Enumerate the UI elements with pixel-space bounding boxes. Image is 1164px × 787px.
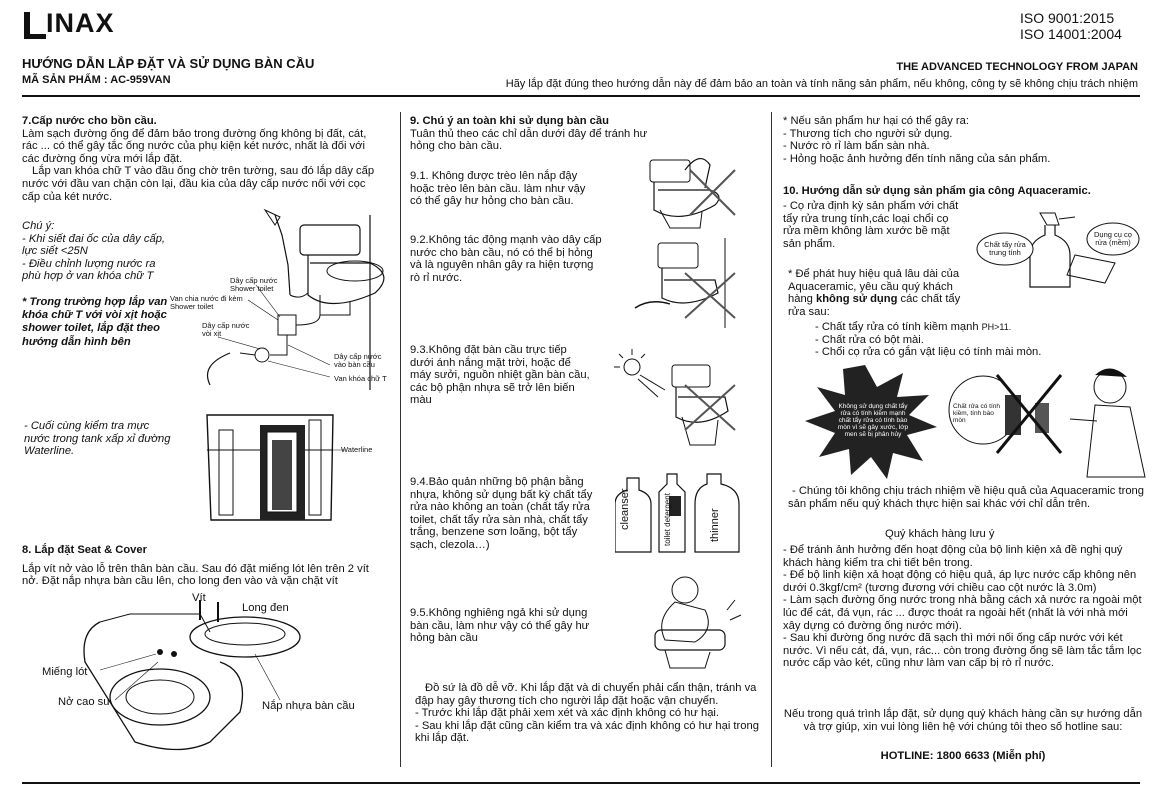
column-divider-2: [771, 112, 772, 767]
avoid-alkaline-text: - Chất tẩy rửa có tính kiềm mạnh: [815, 321, 979, 333]
avoid-alkaline: [815, 321, 1075, 334]
damage-2: - Nước rò rỉ làm bẩn sàn nhà.: [783, 140, 930, 153]
no-climbing-figure: [630, 150, 740, 230]
section-9-title: 9. Chú ý an toàn khi sử dụng bàn cầu: [410, 115, 609, 127]
document-title: HƯỚNG DẪN LẮP ĐẶT VÀ SỬ DỤNG BÀN CẦU: [22, 56, 315, 71]
label-gasket: Miếng lót: [42, 666, 88, 678]
t-valve-note: * Trong trường hợp lắp van khóa chữ T với vòi xịt hoặc shower toilet, lắp đặt theo hướng dẫn hình bên: [22, 296, 168, 348]
note-adjust: - Điều chỉnh lượng nước ra phù hợp ở van khóa chữ T: [22, 257, 156, 283]
section-8-p: Lắp vít nở vào lỗ trên thân bàn cầu. Sau đó đặt miếng lót lên trên 2 vít nở. Đặt nắp nhựa bàn cầu lên, cho long đen vào và vặn chặt vít: [22, 562, 369, 588]
final-check-note: - Cuối cùng kiểm tra mực nước trong tank xấp xỉ đường Waterline.: [24, 420, 171, 458]
bottle-cleanser-label: cleanser: [619, 488, 631, 530]
no-force-hose-figure: [630, 238, 740, 328]
tagline: THE ADVANCED TECHNOLOGY FROM JAPAN: [896, 61, 1138, 73]
product-code: MÃ SẢN PHẨM : AC-959VAN: [22, 74, 171, 86]
header-divider: [22, 95, 1140, 97]
no-leaning-figure: [635, 570, 745, 670]
keep-effect-p1: * Để phát huy hiệu quả lâu dài của Aquaceramic, yêu cầu quý khách hàng: [788, 268, 960, 306]
section-8-title: 8. Lắp đặt Seat & Cover: [22, 544, 147, 556]
label-screw: Vít: [192, 592, 206, 604]
note-pressure: - Để bộ linh kiện xả hoạt động có hiệu quả, áp lực nước cấp không nên dưới 0.3kgf/cm² (tương đương với chiều cao cột nước là 3.0m): [783, 569, 1137, 594]
keep-effect-note: [788, 268, 978, 318]
before-install: - Trước khi lắp đặt phải xem xét và xác định không có hư hại.: [415, 707, 720, 720]
abrasive-label: Chất rửa có tính kiềm, tính bào mòn: [953, 403, 1000, 424]
label-rubber-anchor: Nở cao su: [58, 696, 110, 708]
porcelain-note: [415, 682, 760, 745]
attention-list: [783, 544, 1145, 670]
attention-heading: Quý khách hàng lưu ý: [885, 528, 995, 540]
bottle-thinner-label: thinner: [709, 508, 721, 542]
iso-14001: ISO 14001:2004: [1020, 26, 1122, 42]
avoid-abrasive: - Chất rửa có bột mài.: [815, 333, 924, 346]
tank-figure: [205, 410, 375, 525]
section-7-p1: Làm sạch đường ống để đảm bảo trong đường ống không bị đất, cát, rác ... có thể gây tắc ống nước của phụ kiện két nước, nhất là đối với các đường ống vừa mới lắp đặt.: [22, 127, 367, 165]
label-t-valve: Van khóa chữ T: [334, 374, 387, 383]
keep-effect-bold: không sử dụng: [816, 293, 898, 306]
rule-9-5: 9.5.Không nghiêng ngả khi sử dụng bàn cầu, làm như vậy có thể gây hư hỏng bàn cầu: [410, 607, 590, 645]
keep-effect-p2: các chất tẩy rửa sau:: [788, 293, 961, 318]
note-torque: - Khi siết đai ốc của dây cấp, lực siết <25N: [22, 232, 166, 258]
label-neutral-cleaner: Chất tẩy rửa trung tính: [984, 240, 1026, 257]
damage-3: - Hỏng hoặc ảnh hưởng đến tính năng của sản phẩm.: [783, 152, 1051, 165]
detergent-bottles-figure: [615, 470, 745, 555]
avoid-abrasive-brush: - Chổi cọ rửa có gắn vật liệu có tính mài mòn.: [815, 346, 1042, 359]
column-divider-1: [400, 112, 401, 767]
damage-title: * Nếu sản phẩm hư hại có thể gây ra:: [783, 115, 969, 127]
porcelain-text: Đồ sứ là đồ dễ vỡ. Khi lắp đặt và di chuyển phải cẩn thận, tránh va đập hay gây thương tích cho người lắp đặt hoặc vận chuyển.: [415, 682, 757, 707]
section-9-intro: [410, 115, 650, 153]
warning-burst-text: Không sử dụng chất tẩy rửa có tính kiềm mạnh chất tẩy rửa có tính bào mòn vì sẽ gây xước, lớp men sẽ bị phân hủy: [837, 403, 909, 438]
rule-9-3: 9.3.Không đặt bàn cầu trực tiếp dưới ánh nắng mặt trời, hoặc để máy sưởi, nguồn nhiệt gần bàn cầu, các bộ phận nhựa sẽ trở lên biến màu: [410, 344, 590, 407]
avoid-alkaline-ph: PH>11.: [981, 322, 1012, 332]
label-toilet-supply: Dây cấp nước vào bàn cầu: [334, 352, 382, 369]
section-7-p2: Lắp van khóa chữ T vào đầu ống chờ trên tường, sau đó lắp dây cấp nước với đầu van chặn còn lại, đầu kia của dây cấp nước nối với cọc cấp của két nước.: [22, 165, 375, 203]
no-sunlight-figure: [610, 345, 745, 450]
hotline: HOTLINE: 1800 6633 (Miễn phí): [880, 750, 1046, 762]
damage-block: [783, 115, 1123, 165]
seat-figure: [40, 592, 380, 767]
avoid-list: [815, 321, 1075, 359]
rule-9-1: 9.1. Không được trèo lên nắp đậy hoặc trèo lên bàn cầu. làm như vậy có thể gây hư hỏng cho bàn cầu.: [410, 170, 586, 208]
label-soft-brush: Dụng cụ cọ rửa (mềm): [1094, 230, 1132, 247]
note-clean-pipes: - Làm sạch đường ống nước trong nhà bằng cách xả nước ra ngoài một lúc để cát, đá vụn, rác ... được thoát ra ngoài hết (nhất là với nhà mới xây dựng có đường ống nước mới).: [783, 594, 1142, 632]
disclaimer: - Chúng tôi không chịu trách nhiệm về hiệu quả của Aquaceramic trong sản phẩm nếu quý khách thực hiện sai khác với chỉ dẫn trên.: [788, 485, 1144, 510]
note-connect-after: - Sau khi đường ống nước đã sạch thì mới nối ống cấp nước với két nước. Vì nếu cát, đá, vụn, rác... còn trong đường ống sẽ làm tắc tắm lọc nước cấp vào két, cũng như làm van cấp bị rò rỉ nước.: [783, 632, 1142, 670]
support-note: Nếu trong quá trình lắp đặt, sử dụng quý khách hàng cần sự hướng dẫn và trợ giúp, xin vui lòng liên hệ với chúng tôi theo số hotline sau:: [783, 708, 1143, 733]
cleaning-tools-figure: [975, 205, 1140, 290]
section-8: [22, 544, 377, 588]
note-title: Chú ý:: [22, 220, 55, 232]
rule-9-2: 9.2.Không tác động mạnh vào dây cấp nước cho bàn cầu, nó có thể bị hỏng và là nguyên nhân gây ra hiện tượng rò rỉ nước.: [410, 234, 602, 284]
footer-divider: [22, 782, 1140, 784]
section-9-intro-text: Tuân thủ theo các chỉ dẫn dưới đây để tránh hư hỏng cho bàn cầu.: [410, 127, 648, 153]
after-install: - Sau khi lắp đặt cũng cần kiểm tra và xác định không có hư hại trong khi lắp đặt.: [415, 719, 759, 745]
section-10-p: - Cọ rửa định kỳ sản phẩm với chất tẩy rửa trung tính,các loại chổi cọ rửa mềm không làm xước bề mặt sản phẩm.: [783, 200, 959, 250]
warning-figure: [805, 365, 1150, 480]
note-flush-check: - Để tránh ảnh hưởng đến hoạt động của bộ linh kiện xả đề nghị quý khách hàng kiểm tra chi tiết bên trong.: [783, 544, 1123, 569]
brand-logo: INAX: [46, 8, 115, 38]
damage-1: - Thương tích cho người sử dụng.: [783, 127, 953, 140]
label-bidet-supply: Dây cấp nước vòi xịt: [202, 321, 250, 338]
iso-9001: ISO 9001:2015: [1020, 10, 1115, 26]
install-notice: Hãy lắp đặt đúng theo hướng dẫn này để đảm bảo an toàn và tính năng sản phẩm, nếu không, công ty sẽ không chịu trách nhiệm: [505, 78, 1138, 90]
inax-logo-mark: [22, 10, 48, 40]
label-washer: Long đen: [242, 602, 289, 614]
label-splitter-valve: Van chia nước đi kèm Shower toilet: [170, 294, 243, 311]
bottle-detergent-label: toilet detergent: [663, 493, 672, 546]
section-10-title: 10. Hướng dẫn sử dụng sản phẩm gia công Aquaceramic.: [783, 185, 1091, 197]
note-block: [22, 220, 172, 283]
plumbing-figure: [170, 205, 400, 390]
waterline-label: Waterline: [341, 445, 373, 454]
section-7: [22, 115, 377, 203]
section-7-title: 7.Cấp nước cho bồn cầu.: [22, 115, 157, 127]
label-seat-cover: Nắp nhựa bàn cầu: [262, 700, 355, 712]
rule-9-4: 9.4.Bảo quản những bộ phận bằng nhựa, không sử dụng bất kỳ chất tẩy rửa nào không an toàn (chất tẩy rửa toilet, chất tẩy rửa sàn nhà, chất tẩy trắng, benzene sơn loãng, bột tẩy sạch, clezola…): [410, 476, 593, 551]
label-shower-supply: Dây cấp nước Shower toilet: [230, 276, 278, 293]
